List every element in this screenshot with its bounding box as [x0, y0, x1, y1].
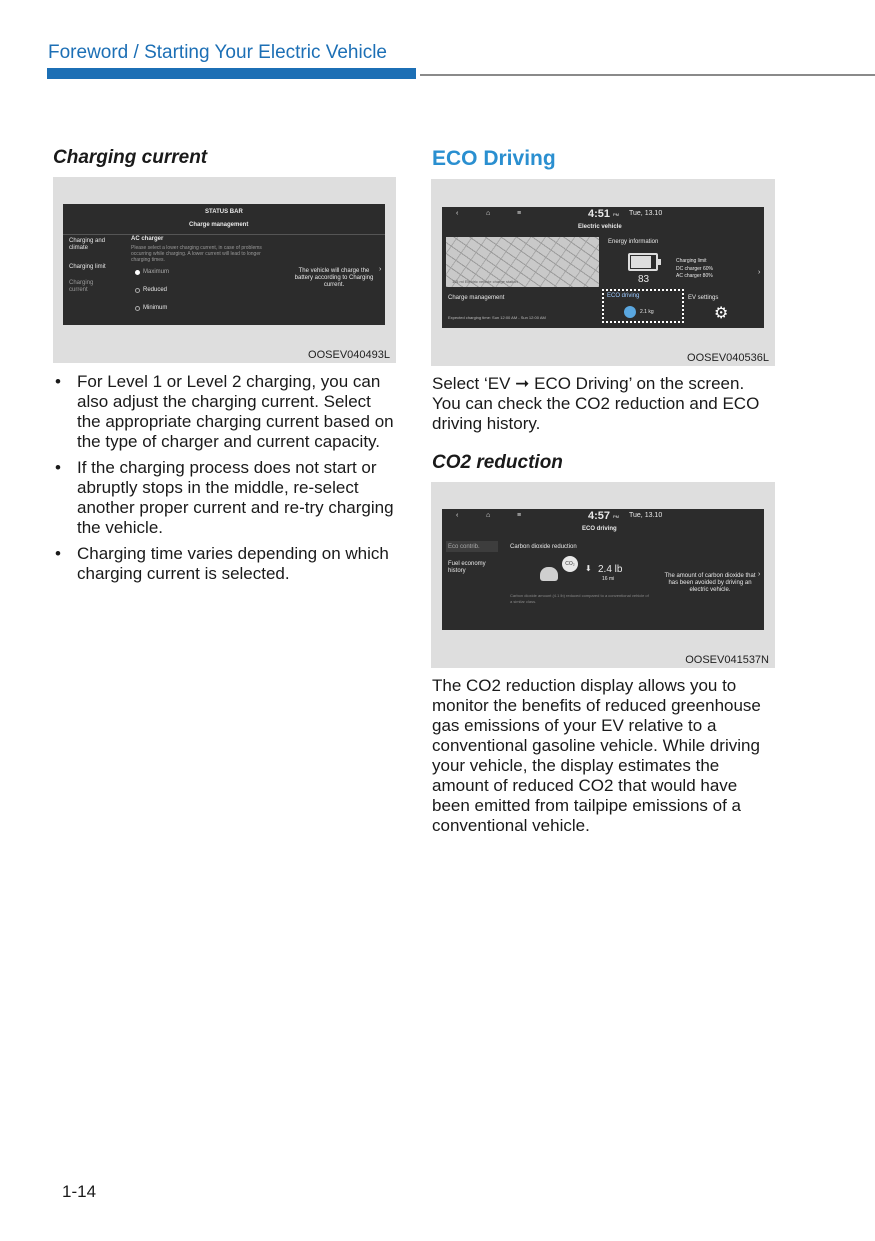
- expected-charging-time: Expected charging time: Sun 12:00 AM - Sun 12:00 AM: [448, 315, 546, 320]
- charging-info-text: The vehicle will charge the battery according to Charging current.: [294, 268, 374, 288]
- radio-maximum[interactable]: [135, 270, 140, 275]
- menu-icon[interactable]: ≡: [517, 210, 522, 217]
- co2-bubble-icon: CO₂: [562, 556, 578, 572]
- co2-info-text: The amount of carbon dioxide that has been avoided by driving an electric vehicle.: [664, 573, 756, 593]
- screen-title: ECO driving: [582, 526, 617, 532]
- clock-ampm: PM: [613, 514, 619, 519]
- chevron-right-icon[interactable]: ›: [758, 269, 761, 276]
- menu-fuel-economy-history[interactable]: Fuel economy history: [448, 561, 486, 574]
- header-bar: [47, 68, 416, 79]
- eco-driving-button[interactable]: [602, 289, 684, 323]
- co2-paragraph: The CO2 reduction display allows you to monitor the benefits of reduced greenhouse gas emissions of your EV relative to a conventional gasoline vehicle. While driving your vehicle, the display estimates the amount of reduced CO2 that would have been emitted from tailpipe emissions of a conventional vehicle.: [432, 676, 761, 835]
- co2-small-text: Carbon dioxide amount (4.1 lb) reduced compared to a conventional vehicle of a similar class.: [510, 593, 649, 604]
- eco-driving-label: ECO driving: [607, 293, 640, 299]
- header-title: Foreword / Starting Your Electric Vehicle: [48, 42, 388, 63]
- chevron-right-icon[interactable]: ›: [379, 266, 382, 273]
- charging-limit-label: Charging limit: [676, 258, 707, 264]
- battery-icon: [628, 253, 658, 271]
- clock-time: 4:57: [588, 510, 611, 522]
- eco-driving-heading: ECO Driving: [432, 147, 556, 170]
- down-arrow-icon: ⬇: [585, 564, 592, 573]
- figure-code: OOSEV040493L: [308, 349, 390, 361]
- screen-title: Charge management: [189, 222, 249, 228]
- radio-minimum[interactable]: [135, 306, 140, 311]
- menu-charging-limit[interactable]: Charging limit: [69, 264, 106, 270]
- menu-eco-contrib[interactable]: Eco contrib.: [448, 544, 480, 550]
- bullet-list: [53, 372, 398, 590]
- home-icon[interactable]: ⌂: [486, 210, 491, 217]
- clock-ampm: PM: [613, 212, 619, 217]
- option-minimum: Minimum: [143, 305, 168, 311]
- chevron-right-icon[interactable]: ›: [758, 571, 761, 578]
- clock-time: 4:51: [588, 208, 611, 220]
- back-icon[interactable]: ‹: [456, 512, 459, 519]
- map-caption: 115 mi Electric vehicle charge station: [452, 279, 518, 284]
- ac-charger-limit: AC charger 80%: [676, 273, 713, 279]
- clock-date: Tue, 13.10: [629, 210, 663, 217]
- eco-value: 2.1 kg: [640, 309, 654, 315]
- electric-vehicle-screen: [442, 207, 764, 328]
- list-item: • Charging time varies depending on which charging current is selected.: [55, 544, 389, 583]
- co2-reduction-figure: [431, 482, 775, 668]
- gear-icon[interactable]: ⚙: [714, 305, 729, 322]
- eco-driving-instruction: Select ‘EV ➞ ECO Driving’ on the screen. You can check the CO2 reduction and ECO driving history.: [432, 374, 760, 433]
- eco-driving-screen: [442, 509, 764, 630]
- charge-management-screen: [63, 204, 385, 325]
- divider: [63, 234, 385, 235]
- menu-charging-climate[interactable]: Charging and climate: [69, 238, 106, 251]
- eco-driving-figure: [431, 179, 775, 366]
- figure-code: OOSEV040536L: [687, 352, 769, 364]
- co2-section-title: Carbon dioxide reduction: [510, 544, 577, 550]
- screen-title: Electric vehicle: [578, 224, 622, 230]
- list-item: • For Level 1 or Level 2 charging, you can also adjust the charging current. Select the appropriate charging current based on the type of charger and current capacity.: [55, 372, 394, 451]
- co2-distance: 16 mi: [602, 576, 615, 582]
- status-bar-label: STATUS BAR: [205, 209, 243, 215]
- list-item: • If the charging process does not start or abruptly stops in the middle, re-select another proper current and re-try charging the vehicle.: [55, 458, 394, 537]
- battery-percent: 83: [638, 274, 650, 285]
- clock-date: Tue, 13.10: [629, 512, 663, 519]
- option-maximum: Maximum: [143, 269, 170, 275]
- header-rule: [420, 74, 875, 76]
- back-icon[interactable]: ‹: [456, 210, 459, 217]
- co2-amount: 2.4 lb: [598, 564, 623, 575]
- charging-current-figure: [53, 177, 396, 363]
- dc-charger-limit: DC charger 60%: [676, 266, 713, 272]
- leaf-icon: [624, 306, 636, 318]
- charge-management-button[interactable]: Charge management: [448, 295, 505, 301]
- ac-charger-description: Please select a lower charging current, in case of problems occurring while charging. A lower current will lead to longer charging times.: [131, 245, 262, 263]
- option-reduced: Reduced: [143, 287, 168, 293]
- car-icon: [540, 567, 558, 581]
- co2-reduction-heading: CO2 reduction: [432, 452, 563, 473]
- ev-settings-label: EV settings: [688, 295, 719, 301]
- menu-icon[interactable]: ≡: [517, 512, 522, 519]
- energy-information-label: Energy information: [608, 239, 659, 245]
- figure-code: OOSEV041537N: [685, 654, 769, 666]
- ac-charger-label: AC charger: [131, 236, 164, 242]
- charging-current-heading: Charging current: [53, 147, 208, 168]
- radio-reduced[interactable]: [135, 288, 140, 293]
- page-number: 1-14: [62, 1182, 97, 1201]
- menu-charging-current[interactable]: Charging current: [69, 280, 94, 293]
- home-icon[interactable]: ⌂: [486, 512, 491, 519]
